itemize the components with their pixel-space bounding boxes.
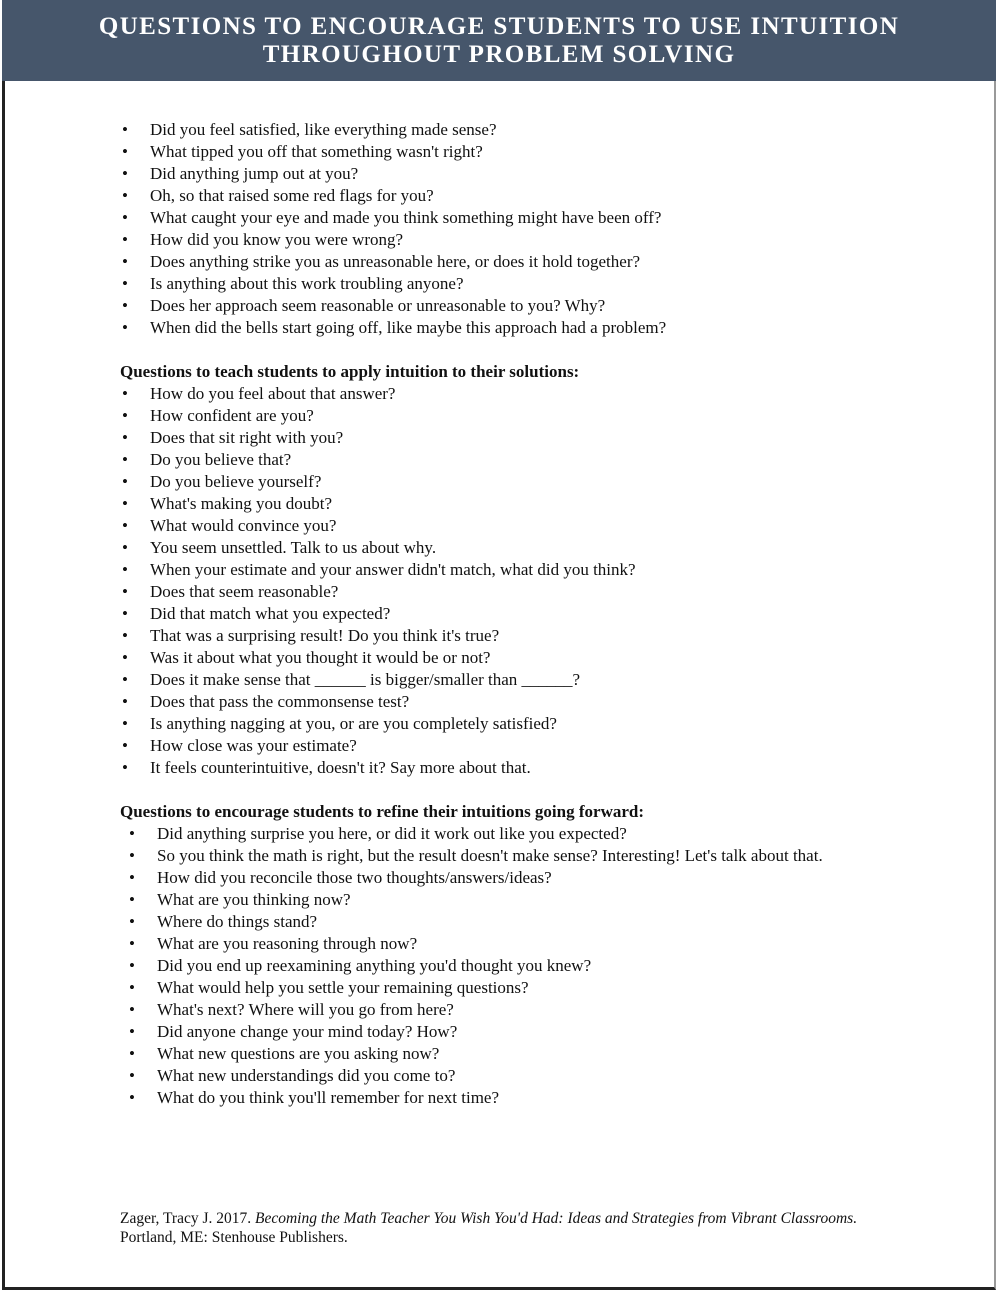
list-item: • Did anything jump out at you?: [120, 163, 880, 185]
list-item: • What new understandings did you come to?: [120, 1065, 880, 1087]
list-item: • When your estimate and your answer didn't match, what did you think?: [120, 559, 880, 581]
list-item: • When did the bells start going off, like maybe this approach had a problem?: [120, 317, 880, 339]
list-item: • How did you reconcile those two thoughts/answers/ideas?: [120, 867, 880, 889]
list-item: • How close was your estimate?: [120, 735, 880, 757]
list-item: • That was a surprising result! Do you think it's true?: [120, 625, 880, 647]
section-heading-apply-intuition: Questions to teach students to apply intuition to their solutions:: [120, 362, 580, 381]
list-item: • Was it about what you thought it would be or not?: [120, 647, 880, 669]
list-item: • Did you end up reexamining anything you'd thought you knew?: [120, 955, 880, 977]
list-item: • What caught your eye and made you think something might have been off?: [120, 207, 880, 229]
list-item: • How confident are you?: [120, 405, 880, 427]
list-item: • How did you know you were wrong?: [120, 229, 880, 251]
title-line-1: QUESTIONS TO ENCOURAGE STUDENTS TO USE INTUITION: [98, 13, 900, 40]
list-item: • What are you reasoning through now?: [120, 933, 880, 955]
list-item: • What do you think you'll remember for next time?: [120, 1087, 880, 1109]
list-item: • Did anything surprise you here, or did it work out like you expected?: [120, 823, 880, 845]
list-item: • So you think the math is right, but the result doesn't make sense? Interesting! Let's talk about that.: [120, 845, 880, 867]
title-line-2: THROUGHOUT PROBLEM SOLVING: [262, 41, 736, 68]
citation-author: Zager, Tracy J. 2017.: [120, 1210, 255, 1227]
intuition-question-list: [120, 119, 880, 339]
list-item: • Did anyone change your mind today? How?: [120, 1021, 880, 1043]
list-item: • What are you thinking now?: [120, 889, 880, 911]
list-item: • What's making you doubt?: [120, 493, 880, 515]
list-item: • Does it make sense that ______ is bigger/smaller than ______?: [120, 669, 880, 691]
list-item: • Does that seem reasonable?: [120, 581, 880, 603]
apply-intuition-question-list: [120, 383, 880, 779]
list-item: • Do you believe yourself?: [120, 471, 880, 493]
list-item: • How do you feel about that answer?: [120, 383, 880, 405]
list-item: • Is anything nagging at you, or are you completely satisfied?: [120, 713, 880, 735]
list-item: • What would convince you?: [120, 515, 880, 537]
list-item: • What new questions are you asking now?: [120, 1043, 880, 1065]
list-item: • It feels counterintuitive, doesn't it? Say more about that.: [120, 757, 880, 779]
list-item: • What's next? Where will you go from here?: [120, 999, 880, 1021]
list-item: • Does anything strike you as unreasonable here, or does it hold together?: [120, 251, 880, 273]
list-item: • Did that match what you expected?: [120, 603, 880, 625]
refine-intuitions-question-list: [120, 823, 880, 1109]
list-item: • Did you feel satisfied, like everything made sense?: [120, 119, 880, 141]
citation: [120, 1209, 880, 1247]
list-item: • Is anything about this work troubling anyone?: [120, 273, 880, 295]
list-item: • Oh, so that raised some red flags for you?: [120, 185, 880, 207]
list-item: • Does that pass the commonsense test?: [120, 691, 880, 713]
citation-book-title: Becoming the Math Teacher You Wish You'd Had: Ideas and Strategies from Vibrant Classrooms.: [255, 1210, 858, 1227]
list-item: • Does her approach seem reasonable or unreasonable to you? Why?: [120, 295, 880, 317]
citation-publisher: Portland, ME: Stenhouse Publishers.: [120, 1229, 348, 1246]
list-item: • What tipped you off that something wasn't right?: [120, 141, 880, 163]
list-item: • You seem unsettled. Talk to us about why.: [120, 537, 880, 559]
page-header: [2, 0, 996, 81]
content: [120, 119, 880, 1109]
list-item: • Do you believe that?: [120, 449, 880, 471]
section-heading-refine-intuitions: Questions to encourage students to refine their intuitions going forward:: [120, 802, 645, 821]
list-item: • Does that sit right with you?: [120, 427, 880, 449]
list-item: • What would help you settle your remaining questions?: [120, 977, 880, 999]
list-item: • Where do things stand?: [120, 911, 880, 933]
